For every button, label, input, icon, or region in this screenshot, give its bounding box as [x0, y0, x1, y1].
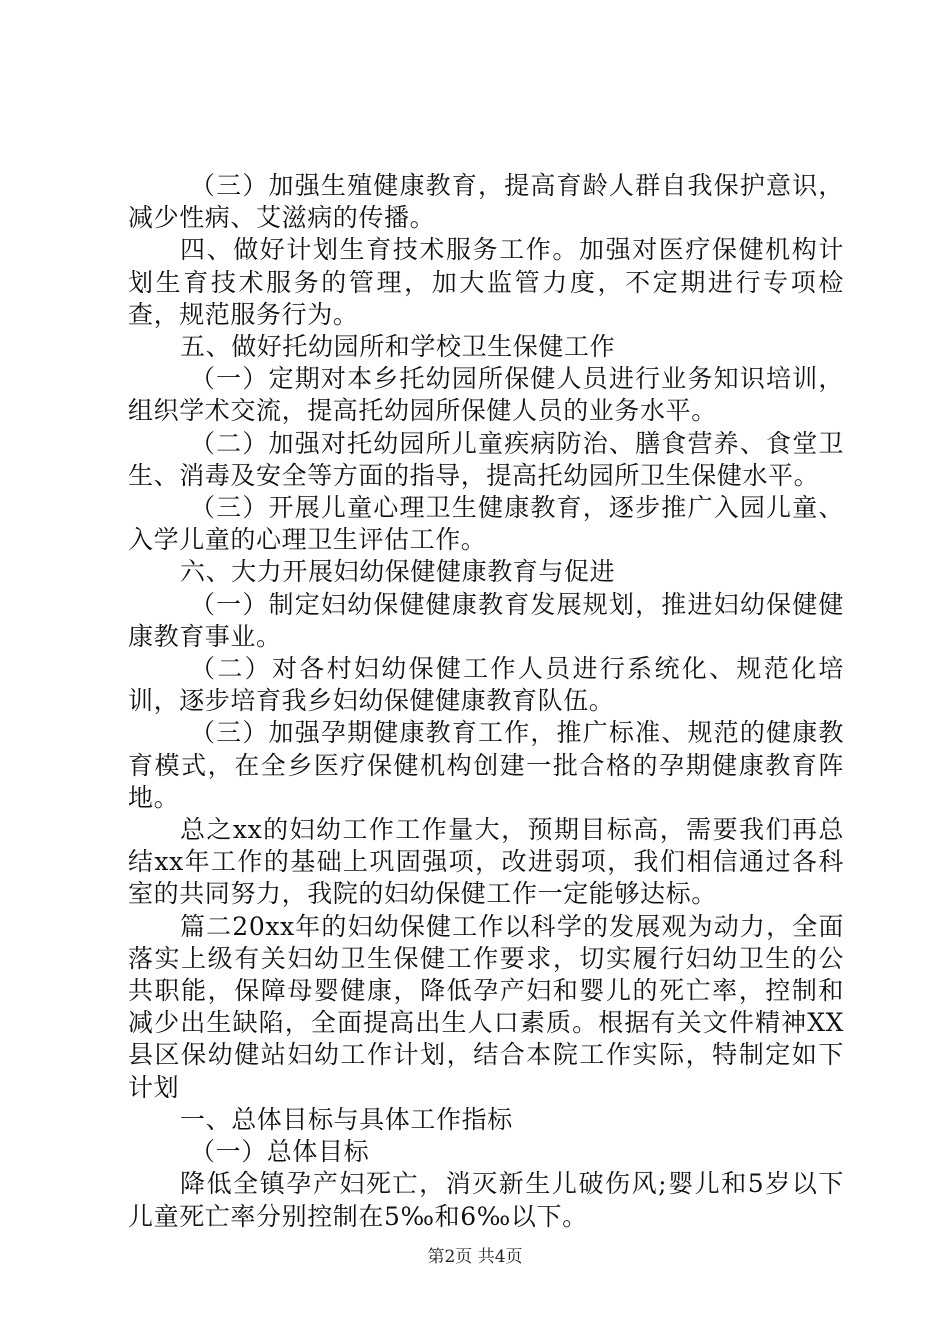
- document-body: [128, 170, 844, 1233]
- paragraph: （三）加强孕期健康教育工作，推广标准、规范的健康教育模式，在全乡医疗保健机构创建一批合格的孕期健康教育阵地。: [128, 718, 844, 812]
- paragraph: 总之xx的妇幼工作工作量大，预期目标高，需要我们再总结xx年工作的基础上巩固强项，改进弱项，我们相信通过各科室的共同努力，我院的妇幼保健工作一定能够达标。: [128, 815, 844, 909]
- paragraph: （二）对各村妇幼保健工作人员进行系统化、规范化培训，逐步培育我乡妇幼保健健康教育队伍。: [128, 654, 844, 716]
- paragraph: （三）加强生殖健康教育，提高育龄人群自我保护意识，减少性病、艾滋病的传播。: [128, 171, 844, 233]
- page-footer: [0, 1242, 950, 1267]
- paragraph: （一）制定妇幼保健健康教育发展规划，推进妇幼保健健康教育事业。: [128, 589, 844, 651]
- paragraph: （二）加强对托幼园所儿童疾病防治、膳食营养、食堂卫生、消毒及安全等方面的指导，提高托幼园所卫生保健水平。: [128, 428, 844, 490]
- paragraph: 篇二20xx年的妇幼保健工作以科学的发展观为动力，全面落实上级有关妇幼卫生保健工作要求，切实履行妇幼卫生的公共职能，保障母婴健康，降低孕产妇和婴儿的死亡率，控制和减少出生缺陷，全面提高出生人口素质。根据有关文件精神XX县区保幼健站妇幼工作计划，结合本院工作实际，特制定如下计划: [128, 911, 844, 1102]
- section-heading: 一、总体目标与具体工作指标: [180, 1104, 513, 1134]
- paragraph: （一）定期对本乡托幼园所保健人员进行业务知识培训，组织学术交流，提高托幼园所保健人员的业务水平。: [128, 364, 844, 426]
- section-heading: 六、大力开展妇幼保健健康教育与促进: [180, 557, 616, 587]
- paragraph: 四、做好计划生育技术服务工作。加强对医疗保健机构计划生育技术服务的管理，加大监管力度，不定期进行专项检查，规范服务行为。: [128, 235, 844, 329]
- page-number-label: 第2页 共4页: [427, 1247, 523, 1267]
- section-heading: 五、做好托幼园所和学校卫生保健工作: [180, 332, 616, 362]
- subsection-heading: （一）总体目标: [190, 1137, 370, 1167]
- paragraph: 降低全镇孕产妇死亡，消灭新生儿破伤风;婴儿和5岁以下儿童死亡率分别控制在5‰和6‰以下。: [128, 1169, 844, 1231]
- paragraph: （三）开展儿童心理卫生健康教育，逐步推广入园儿童、入学儿童的心理卫生评估工作。: [128, 493, 844, 555]
